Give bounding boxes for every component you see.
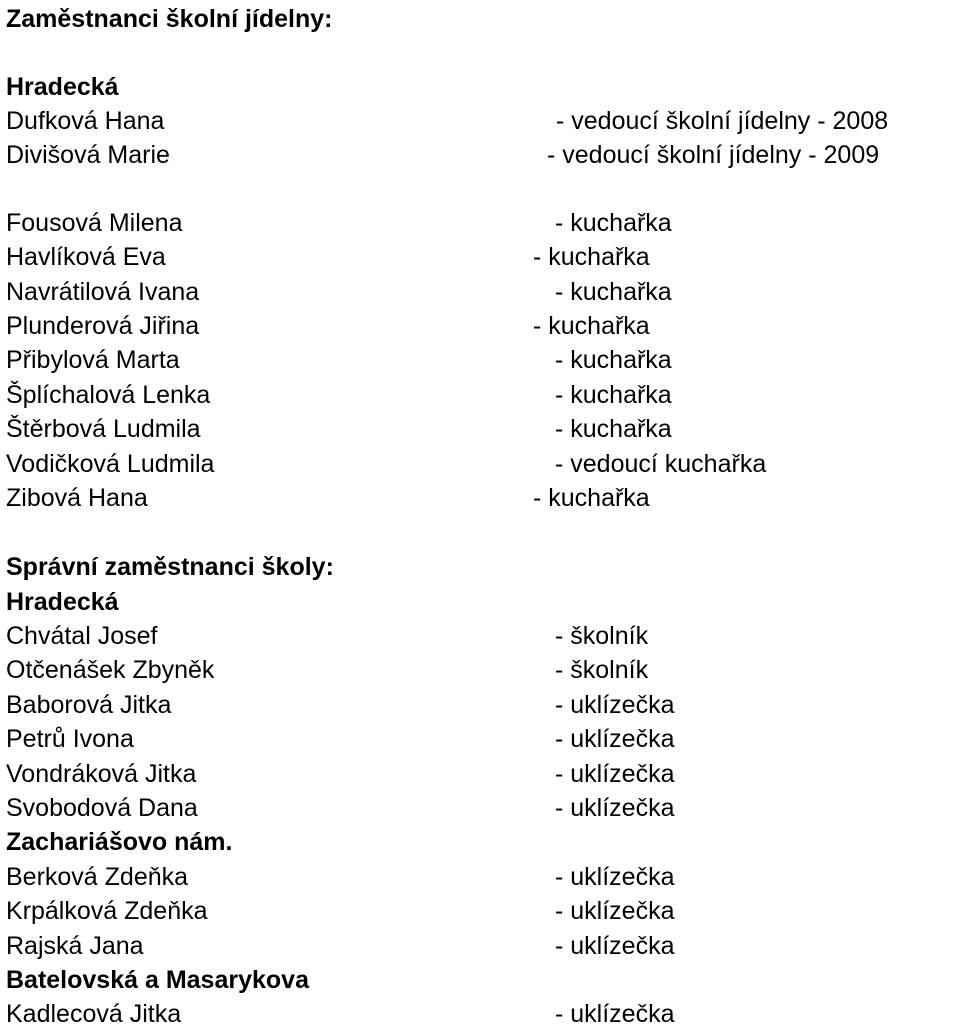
staff-name: Baborová Jitka <box>6 691 172 719</box>
cook-role: - kuchařka <box>555 381 672 409</box>
cook-name: Navrátilová Ivana <box>6 278 200 306</box>
staff-name: Rajská Jana <box>6 932 144 960</box>
cook-name: Šplíchalová Lenka <box>6 381 211 409</box>
staff-role: - uklízečka <box>555 863 675 891</box>
staff-name: Otčenášek Zbyněk <box>6 656 215 684</box>
manager-name: Dufková Hana <box>6 107 165 135</box>
staff-role: - školník <box>555 656 649 684</box>
staff-role: - uklízečka <box>555 691 675 719</box>
cook-name: Štěrbová Ludmila <box>6 415 201 443</box>
staff-role: - uklízečka <box>555 794 675 822</box>
admin-heading: Správní zaměstnanci školy: <box>6 553 334 581</box>
cook-name: Zibová Hana <box>6 484 148 512</box>
cook-role: - kuchařka <box>555 209 672 237</box>
manager-role: - vedoucí školní jídelny - 2008 <box>556 107 889 135</box>
manager-name: Divišová Marie <box>6 141 170 169</box>
staff-role: - uklízečka <box>555 760 675 788</box>
cook-role: - kuchařka <box>555 278 672 306</box>
cook-role: - kuchařka <box>533 312 650 340</box>
location-label-zachariasovo: Zachariášovo nám. <box>6 828 233 856</box>
staff-role: - uklízečka <box>555 1000 675 1028</box>
cook-role: - kuchařka <box>555 415 672 443</box>
staff-role: - uklízečka <box>555 932 675 960</box>
kitchen-subheading: Hradecká <box>6 73 119 101</box>
manager-role: - vedoucí školní jídelny - 2009 <box>547 141 880 169</box>
cook-role: - kuchařka <box>533 243 650 271</box>
location-label-hradecka: Hradecká <box>6 588 119 616</box>
cook-role: - kuchařka <box>555 346 672 374</box>
staff-name: Chvátal Josef <box>6 622 158 650</box>
staff-name: Berková Zdeňka <box>6 863 189 891</box>
cook-name: Přibylová Marta <box>6 346 180 374</box>
cook-name: Havlíková Eva <box>6 243 166 271</box>
cook-role: - kuchařka <box>533 484 650 512</box>
cook-name: Plunderová Jiřina <box>6 312 200 340</box>
staff-role: - školník <box>555 622 649 650</box>
cook-role: - vedoucí kuchařka <box>555 450 767 478</box>
staff-name: Kadlecová Jitka <box>6 1000 182 1028</box>
cook-name: Fousová Milena <box>6 209 183 237</box>
staff-name: Svobodová Dana <box>6 794 198 822</box>
staff-role: - uklízečka <box>555 897 675 925</box>
staff-name: Krpálková Zdeňka <box>6 897 208 925</box>
kitchen-heading: Zaměstnanci školní jídelny: <box>6 5 333 33</box>
staff-role: - uklízečka <box>555 725 675 753</box>
location-label-batelovska: Batelovská a Masarykova <box>6 966 309 994</box>
staff-name: Petrů Ivona <box>6 725 134 753</box>
staff-name: Vondráková Jitka <box>6 760 197 788</box>
cook-name: Vodičková Ludmila <box>6 450 215 478</box>
